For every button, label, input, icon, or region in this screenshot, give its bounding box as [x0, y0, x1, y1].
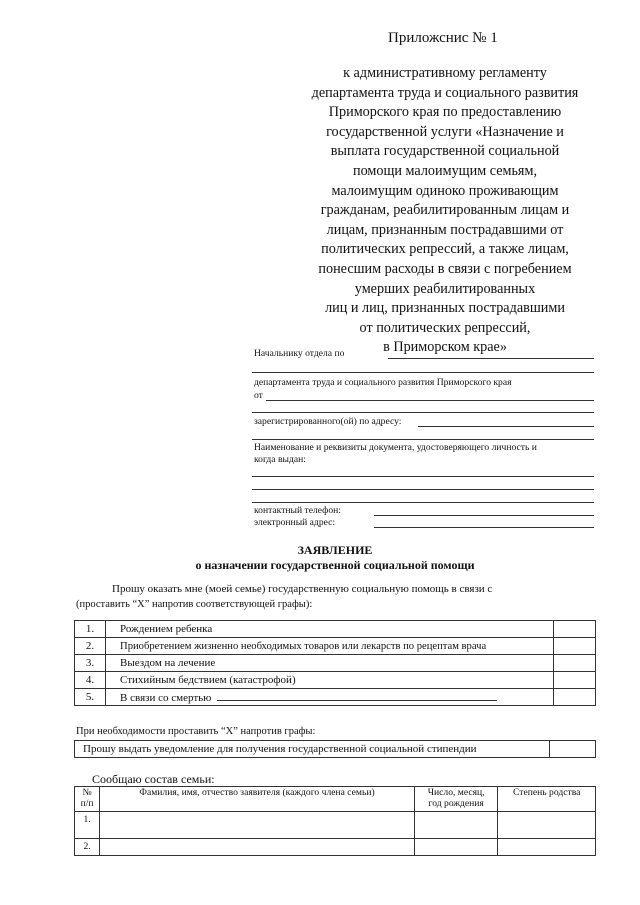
reason-number: 1.	[75, 621, 106, 638]
reason-checkbox[interactable]	[553, 689, 595, 706]
notice-table	[74, 740, 596, 758]
col-number-header	[75, 787, 100, 812]
death-details-field[interactable]	[217, 691, 497, 701]
reason-number: 3.	[75, 655, 106, 672]
id-document-label: Наименование и реквизиты документа, удостоверяющего личность и	[254, 442, 537, 453]
regulation-line: помощи малоимущим семьям,	[352, 162, 537, 179]
department-name-field[interactable]	[252, 372, 594, 373]
regulation-reference	[290, 64, 600, 358]
regulation-line: государственной услуги «Назначение и	[326, 123, 564, 140]
regulation-line: в Приморском крае»	[383, 339, 507, 356]
member-birthdate-cell[interactable]	[414, 812, 497, 839]
regulation-line: к административному регламенту	[343, 65, 547, 81]
reasons-table	[74, 620, 596, 706]
member-name-cell[interactable]	[100, 839, 415, 856]
table-row	[75, 839, 596, 856]
member-relation-cell[interactable]	[498, 812, 596, 839]
reason-checkbox[interactable]	[553, 672, 595, 689]
col-relation-header: Степень родства	[498, 787, 596, 812]
email-label: электронный адрес:	[254, 517, 336, 528]
table-row	[75, 655, 596, 672]
appendix-title: Приложснис № 1	[388, 30, 498, 46]
reason-number: 4.	[75, 672, 106, 689]
applicant-name-field[interactable]	[266, 400, 594, 401]
phone-label: контактный телефон:	[254, 505, 341, 516]
regulation-line: департамента труда и социального развития	[311, 84, 579, 101]
regulation-line: понесшим расходы в связи с погребением	[318, 260, 572, 277]
table-row	[75, 741, 596, 758]
id-document-field[interactable]	[252, 476, 594, 477]
notice-checkbox[interactable]	[550, 741, 596, 758]
table-header-row	[75, 787, 596, 812]
member-relation-cell[interactable]	[498, 839, 596, 856]
notice-instruction: При необходимости проставить “X” напротив графы:	[76, 726, 316, 737]
reason-checkbox[interactable]	[553, 621, 595, 638]
address-field[interactable]	[418, 426, 594, 427]
reason-text: Стихийным бедствием (катастрофой)	[106, 672, 554, 689]
member-birthdate-cell[interactable]	[414, 839, 497, 856]
col-name-header: Фамилия, имя, отчество заявителя (каждого члена семьи)	[100, 787, 415, 812]
registered-address-label: зарегистрированного(ой) по адресу:	[254, 416, 402, 427]
regulation-line: от политических репрессий,	[359, 319, 531, 336]
address-field-2[interactable]	[252, 439, 594, 440]
id-document-field-2[interactable]	[252, 489, 594, 490]
regulation-line: лицам, признанным пострадавшими от	[326, 221, 564, 238]
regulation-line: умерших реабилитированных	[354, 280, 536, 297]
regulation-line: гражданам, реабилитированным лицам и	[320, 202, 570, 219]
family-heading: Сообщаю состав семьи:	[92, 772, 215, 786]
table-row	[75, 689, 596, 706]
phone-field[interactable]	[374, 515, 594, 516]
reason-number: 5.	[75, 689, 106, 706]
id-document-field-3[interactable]	[252, 502, 594, 503]
regulation-line: выплата государственной социальной	[330, 143, 560, 160]
reason-text: Приобретением жизненно необходимых товаров или лекарств по рецептам врача	[106, 638, 554, 655]
reason-text: Рождением ребенка	[106, 621, 554, 638]
reason-checkbox[interactable]	[553, 655, 595, 672]
regulation-line: политических репрессий, а также лицам,	[321, 241, 569, 258]
col-number-label: №	[82, 787, 92, 798]
col-number-label-2: п/п	[80, 798, 94, 809]
email-field[interactable]	[374, 527, 594, 528]
table-row	[75, 812, 596, 839]
reason-text-with-field	[106, 689, 554, 706]
member-name-cell[interactable]	[100, 812, 415, 839]
notice-text: Прошу выдать уведомление для получения государственной социальной стипендии	[75, 741, 550, 758]
department-label: департамента труда и социального развития Приморского края	[254, 377, 512, 388]
regulation-line: лиц и лиц, признанных пострадавшими	[325, 300, 565, 317]
family-table	[74, 786, 596, 856]
statement-title: ЗАЯВЛЕНИЕ	[297, 543, 373, 557]
applicant-name-field-2[interactable]	[252, 412, 594, 413]
head-of-department-field[interactable]	[388, 358, 594, 359]
request-instruction: (проставить “X” напротив соответствующей графы):	[76, 599, 313, 610]
row-number: 1.	[75, 812, 100, 839]
statement-subtitle: о назначении государственной социальной помощи	[195, 558, 475, 572]
reason-checkbox[interactable]	[553, 638, 595, 655]
col-birthdate-label: Число, месяц,	[427, 787, 485, 798]
col-birthdate-label-2: год рождения	[428, 798, 484, 809]
regulation-line: малоимущим одиноко проживающим	[331, 182, 559, 199]
id-document-issued-label: когда выдан:	[254, 454, 306, 465]
table-row	[75, 621, 596, 638]
reason-text: Выездом на лечение	[106, 655, 554, 672]
reason-text: В связи со смертью	[120, 691, 212, 704]
reason-number: 2.	[75, 638, 106, 655]
table-row	[75, 638, 596, 655]
from-label: от	[254, 390, 263, 401]
head-of-department-label: Начальнику отдела по	[254, 348, 345, 359]
col-birthdate-header	[414, 787, 497, 812]
row-number: 2.	[75, 839, 100, 856]
regulation-line: Приморского края по предоставлению	[328, 104, 562, 121]
table-row	[75, 672, 596, 689]
request-text: Прошу оказать мне (моей семье) государственную социальную помощь в связи с	[112, 583, 493, 595]
